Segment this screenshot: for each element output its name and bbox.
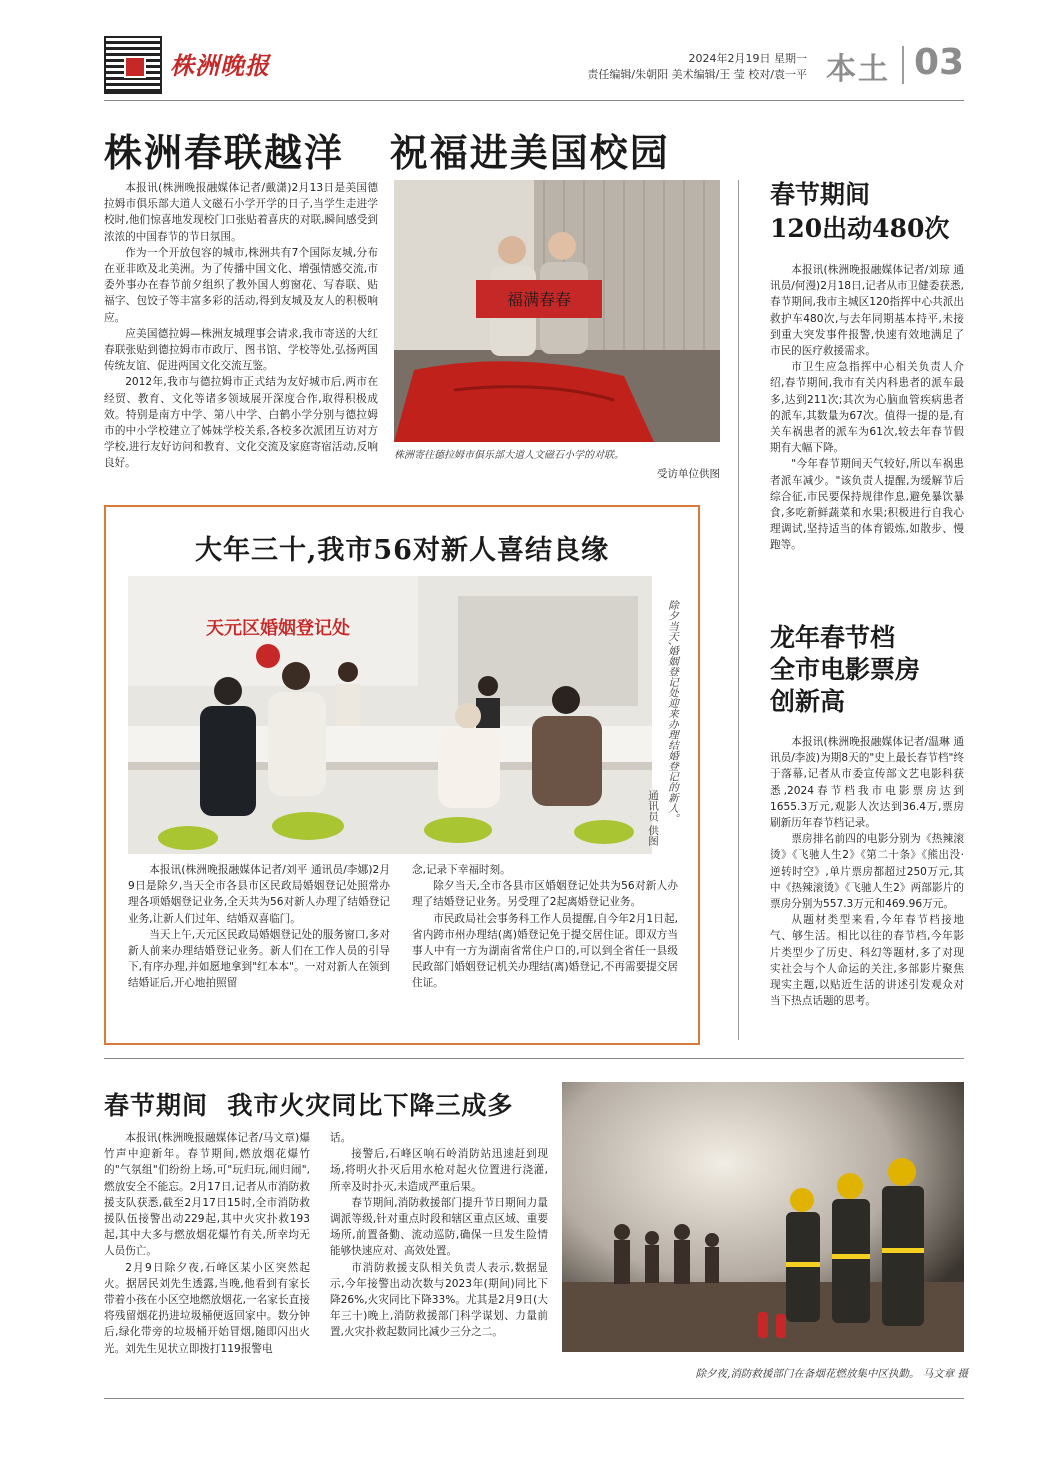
paragraph: 除夕当天,全市各县市区婚姻登记处共为56对新人办理了结婚登记业务。另受理了2起离婚登记业务。 bbox=[412, 880, 678, 909]
bottom-rule bbox=[104, 1398, 964, 1399]
article-1-photo-credit: 受访单位供图 bbox=[657, 468, 720, 480]
paragraph: 念,记录下幸福时刻。 bbox=[412, 864, 511, 876]
paragraph: 本报讯(株洲晚报融媒体记者/刘平 通讯员/李娜)2月9日是除夕,当天全市各县市区民政局婚姻登记处照常办理各项婚姻登记业务,全天共为56对新人办理了结婚登记业务,让新人们过年、结婚双喜临门。 bbox=[128, 864, 390, 925]
title-line: 龙年春节档 bbox=[770, 623, 896, 652]
article-5-body-left bbox=[104, 1130, 310, 1357]
couplet-photo bbox=[394, 180, 720, 442]
title-line: 120出动480次 bbox=[770, 214, 950, 243]
article-3-title bbox=[770, 178, 970, 246]
paragraph: 市卫生应急指挥中心相关负责人介绍,春节期间,我市有关内科患者的派车最多,达到211次;其次为心脑血管疾病患者的派车,其数量为67次。值得一提的是,有关车祸患者的派车为61次,较去年春节假期有大幅下降。 bbox=[770, 361, 964, 455]
paragraph: 2012年,我市与德拉姆市正式结为友好城市后,两市在经贸、教育、文化等诸多领域展开深度合作,取得积极成效。特别是南方中学、第八中学、白鹤小学分别与德拉姆市的中小学校建立了姊妹学校关系,各校多次派团互访对方学校,进行友好访问和教育、文化交流及家庭寄宿活动,反响良好。 bbox=[104, 376, 378, 470]
paragraph: 本报讯(株洲晚报融媒体记者/戴潇)2月13日是美国德拉姆市俱乐部大道人文磁石小学开学的日子,当学生走进学校时,他们惊喜地发现校门口张贴着喜庆的对联,瞬间感受到浓浓的中国春节的节日氛围。 bbox=[104, 182, 378, 243]
article-3-body bbox=[770, 262, 964, 554]
paragraph: 话。 bbox=[330, 1132, 352, 1144]
title-line: 全市电影票房 bbox=[770, 655, 921, 684]
section-divider bbox=[902, 46, 904, 84]
paragraph: 市民政局社会事务科工作人员提醒,自今年2月1日起,省内跨市州办理结(离)婚登记免于提交居住证。即双方当事人中有一方为湖南省常住户口的,可以到全省任一县级民政部门婚姻登记机关办理结(离)婚登记,不再需要提交居住证。 bbox=[412, 912, 678, 990]
paragraph: 作为一个开放包容的城市,株洲共有7个国际友城,分布在亚非欧及北美洲。为了传播中国文化、增强情感交流,市委外事办在春节前夕组织了教外国人剪窗花、写春联、贴福字、包饺子等丰富多彩的活动,得到友城及友人的积极响应。 bbox=[104, 246, 378, 324]
paragraph: 春节期间,消防救援部门提升节日期间力量调派等级,针对重点时段和辖区重点区域、重要场所,前置备勤、流动巡防,确保一旦发生险情能够快速应对、高效处置。 bbox=[330, 1196, 548, 1258]
paragraph: 2月9日除夕夜,石峰区某小区突然起火。据居民刘先生透露,当晚,他看到有家长带着小孩在小区空地燃放烟花,一名家长直接将残留烟花扔进垃圾桶便返回家中。数分钟后,绿化带旁的垃圾桶开始冒烟,随即闪出火光。刘先生见状立即拨打119报警电 bbox=[104, 1261, 310, 1355]
article-5-photo-caption: 除夕夜,消防救援部门在备烟花燃放集中区执勤。 马文章 摄 bbox=[695, 1368, 968, 1380]
article-2-vertical-credit: 通讯员 供图 bbox=[647, 790, 659, 846]
article-5-body-right bbox=[330, 1130, 548, 1341]
article-4-title bbox=[770, 622, 970, 718]
article-1-photo-caption: 株洲寄往德拉姆市俱乐部大道人文磁石小学的对联。 bbox=[394, 450, 624, 461]
paragraph: 市消防救援支队相关负责人表示,数据显示,今年接警出动次数与2023年(期间)同比下降26%,火灾同比下降33%。尤其是2月9日(大年三十)晚上,消防救援部门科学谋划、力量前置,火灾扑救起数同比减少三分之二。 bbox=[330, 1261, 548, 1339]
qr-code bbox=[104, 36, 162, 94]
article-2-title: 大年三十,我市56对新人喜结良缘 bbox=[195, 535, 609, 566]
article-2-body-left bbox=[128, 862, 390, 992]
paragraph: 票房排名前四的电影分别为《热辣滚烫》《飞驰人生2》《第二十条》《熊出没·逆转时空》,单片票房都超过250万元,其中《热辣滚烫》《飞驰人生2》两部影片的票房分别为557.3万元和469.96万元。 bbox=[770, 833, 964, 911]
section-name: 本土 bbox=[826, 52, 890, 87]
editors-line: 责任编辑/朱朝阳 美术编辑/王 莹 校对/袁一平 bbox=[587, 68, 807, 81]
registry-sign: 天元区婚姻登记处 bbox=[206, 618, 350, 639]
paragraph: 从题材类型来看,今年春节档接地气、够生活。相比以往的春节档,今年影片类型少了历史、科幻等题材,多了对现实社会与个人命运的关注,多部影片聚焦现实主题,以贴近生活的讲述引发观众对当下热点话题的思考。 bbox=[770, 914, 964, 1008]
page-number: 03 bbox=[914, 42, 965, 83]
paragraph: 本报讯(株洲晚报融媒体记者/马文章)爆竹声中迎新年。春节期间,燃放烟花爆竹的"气氛组"们纷纷上场,可"玩归玩,闹归闹",燃放安全不能忘。2月17日,记者从市消防救援支队获悉,截至2月17日15时,全市消防救援队伍接警出动229起,其中火灾扑救193起,其中大多与燃放烟花爆竹有关,所幸均无人员伤亡。 bbox=[104, 1132, 310, 1258]
article-2-vertical-caption: 除夕当天,婚姻登记处迎来办理结婚登记的新人。 bbox=[667, 600, 679, 824]
newspaper-logo: 株洲晚报 bbox=[170, 51, 270, 80]
article-5-title: 春节期间 我市火灾同比下降三成多 bbox=[104, 1091, 514, 1120]
paragraph: 接警后,石峰区响石岭消防站迅速赶到现场,将明火扑灭后用水枪对起火位置进行浇灌,所幸及时扑灭,未造成严重后果。 bbox=[330, 1148, 548, 1193]
marriage-registration-photo bbox=[128, 576, 652, 854]
article-1-title: 株洲春联越洋 祝福进美国校园 bbox=[104, 131, 670, 175]
date-line: 2024年2月19日 星期一 bbox=[688, 52, 807, 65]
firefighters-photo bbox=[562, 1082, 964, 1352]
article-1-body bbox=[104, 180, 378, 472]
paragraph: "今年春节期间天气较好,所以车祸患者派车减少。"该负责人提醒,为缓解节后综合征,市民要保持规律作息,避免暴饮暴食,多吃新鲜蔬菜和水果;积极进行自我心理调试,坚持适当的体育锻炼,如散步、慢跑等。 bbox=[770, 458, 964, 552]
article-2-body-right bbox=[412, 862, 678, 992]
column-divider bbox=[738, 180, 739, 1040]
title-line: 春节期间 bbox=[770, 180, 871, 209]
paragraph: 当天上午,天元区民政局婚姻登记处的服务窗口,多对新人前来办理结婚登记业务。新人们在工作人员的引导下,有序办理,并如愿地拿到"红本本"。一对对新人在领到结婚证后,开心地拍照留 bbox=[128, 928, 390, 990]
article-4-body bbox=[770, 734, 964, 1009]
section-rule bbox=[104, 1058, 964, 1059]
header-rule bbox=[104, 100, 964, 101]
paragraph: 本报讯(株洲晚报融媒体记者/刘琼 通讯员/何漫)2月18日,记者从市卫健委获悉,春节期间,我市主城区120指挥中心共派出救护车480次,与去年同期基本持平,未接到重大突发事件报警,快速有效地满足了市民的医疗救援需求。 bbox=[770, 264, 964, 358]
title-line: 创新高 bbox=[770, 687, 846, 716]
paragraph: 本报讯(株洲晚报融媒体记者/温琳 通讯员/李波)为期8天的"史上最长春节档"终于落幕,记者从市委宣传部文艺电影科获悉,2024春节档我市电影票房达到1655.3万元,观影人次达到36.4万,票房刷新历年春节档记录。 bbox=[770, 736, 964, 830]
paragraph: 应美国德拉姆—株洲友城理事会请求,我市寄送的大红春联张贴到德拉姆市市政厅、图书馆、学校等处,弘扬两国传统友谊、促进两国文化交流互鉴。 bbox=[104, 327, 378, 373]
couplet-text: 福满春春 bbox=[506, 290, 572, 309]
